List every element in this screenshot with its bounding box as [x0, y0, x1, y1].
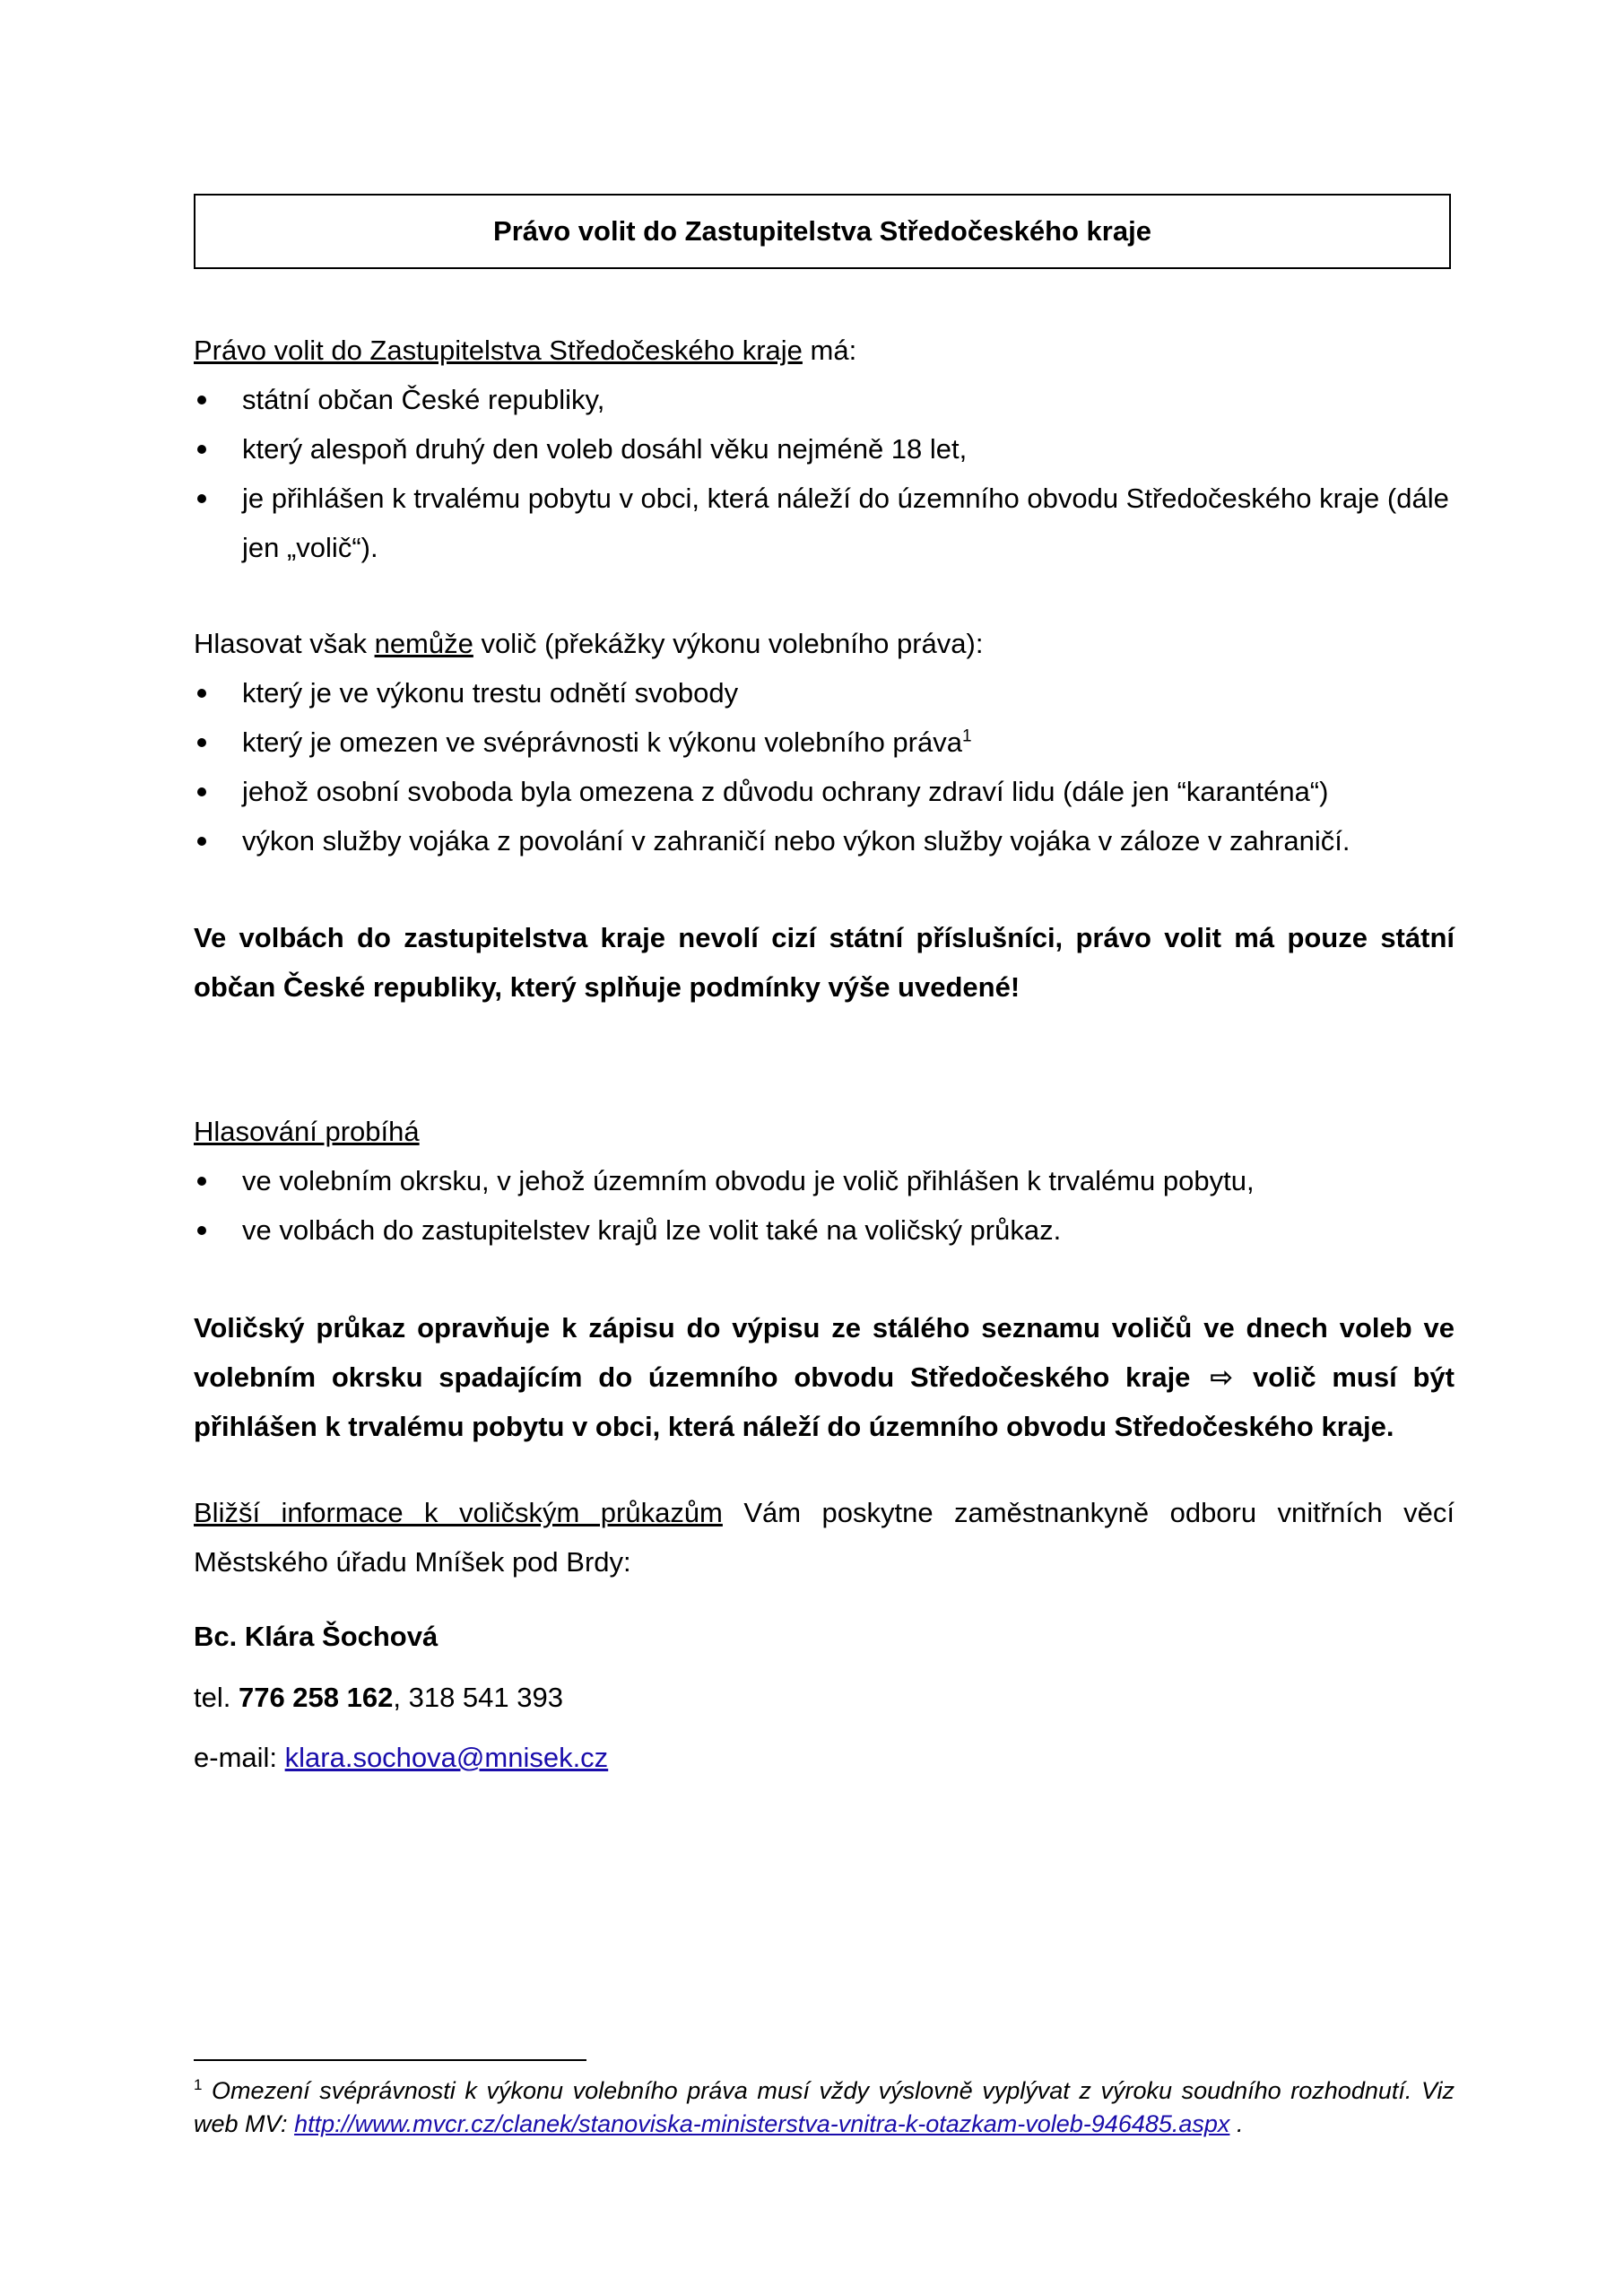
list-item: ve volbách do zastupitelstev krajů lze volit také na voličský průkaz.: [194, 1205, 1455, 1255]
contact-phone: [194, 1673, 1455, 1722]
voting-right-intro-rest: má:: [802, 335, 857, 366]
list-item: výkon služby vojáka z povolání v zahraničí nebo výkon služby vojáka v záloze v zahraničí.: [194, 816, 1455, 865]
voter-card-notice: [194, 1303, 1455, 1451]
info-rest: Vám poskytne zaměstnankyně odboru vnitřních věcí Městského úřadu Mníšek pod Brdy:: [194, 1497, 1455, 1578]
list-item: státní občan České republiky,: [194, 375, 1455, 424]
list-item: je přihlášen k trvalému pobytu v obci, která náleží do územního obvodu Středočeského kraje (dále jen „volič“).: [194, 474, 1455, 572]
obstacles-intro-before: Hlasovat však: [194, 628, 375, 659]
voting-place-section: [194, 1107, 1455, 1255]
obstacles-intro-underlined: nemůže: [374, 628, 473, 659]
phone-primary: 776 258 162: [238, 1682, 394, 1713]
info-paragraph: [194, 1488, 1455, 1587]
voting-right-intro-underlined: Právo volit do Zastupitelstva Středočeského kraje: [194, 335, 803, 366]
voter-card-part1: Voličský průkaz opravňuje k zápisu do výpisu ze stálého seznamu voličů ve dnech voleb ve volebním okrsku spadajícím do územního obvodu Středočeského kraje: [194, 1312, 1455, 1393]
list-item: [194, 718, 1455, 767]
voting-right-intro: [194, 326, 1455, 375]
voter-card-part2: volič musí být přihlášen k trvalému pobytu v obci, která náleží do územního obvodu Středočeského kraje.: [194, 1361, 1455, 1442]
phone-secondary: , 318 541 393: [393, 1682, 563, 1713]
list-item: ve volebním okrsku, v jehož územním obvodu je volič přihlášen k trvalému pobytu,: [194, 1156, 1455, 1205]
obstacles-intro-after: volič (překážky výkonu volebního práva):: [473, 628, 984, 659]
email-link[interactable]: klara.sochova@mnisek.cz: [284, 1742, 609, 1773]
footnote-separator: [194, 2059, 586, 2061]
contact-name: Bc. Klára Šochová: [194, 1621, 439, 1652]
list-item-text: který je omezen ve svéprávnosti k výkonu volebního práva: [242, 726, 962, 758]
voting-obstacles-list: [194, 668, 1455, 865]
list-item: který je ve výkonu trestu odnětí svobody: [194, 668, 1455, 718]
page-title: Právo volit do Zastupitelstva Středočeského kraje: [194, 194, 1451, 269]
voting-right-section: [194, 326, 1455, 572]
voting-place-heading: Hlasování probíhá: [194, 1116, 420, 1147]
voting-right-list: [194, 375, 1455, 572]
footnote-text: Omezení svéprávnosti k výkonu volebního práva musí vždy výslovně vyplývat z výroku soudního rozhodnutí. Viz web MV:: [194, 2077, 1455, 2137]
list-item: který alespoň druhý den voleb dosáhl věku nejméně 18 let,: [194, 424, 1455, 474]
phone-label: tel.: [194, 1682, 239, 1713]
arrow-right-icon: ⇨: [1210, 1361, 1234, 1393]
foreigners-warning: Ve volbách do zastupitelstva kraje nevolí cizí státní příslušníci, právo volit má pouze státní občan České republiky, který splňuje podmínky výše uvedené!: [194, 922, 1455, 1003]
voting-obstacles-section: [194, 619, 1455, 865]
footnote-ref[interactable]: 1: [961, 726, 972, 746]
list-item: jehož osobní svoboda byla omezena z důvodu ochrany zdraví lidu (dále jen “karanténa“): [194, 767, 1455, 816]
footnote-number: 1: [194, 2076, 203, 2093]
email-label: e-mail:: [194, 1742, 285, 1773]
info-underlined: Bližší informace k voličským průkazům: [194, 1497, 723, 1528]
footnote: [194, 2074, 1455, 2141]
voting-place-list: [194, 1156, 1455, 1255]
voting-obstacles-intro: [194, 619, 1455, 668]
footnote-link[interactable]: http://www.mvcr.cz/clanek/stanoviska-ministerstva-vnitra-k-otazkam-voleb-946485.aspx: [294, 2110, 1230, 2137]
footnote-end: .: [1229, 2110, 1244, 2137]
contact-email: [194, 1733, 1455, 1782]
